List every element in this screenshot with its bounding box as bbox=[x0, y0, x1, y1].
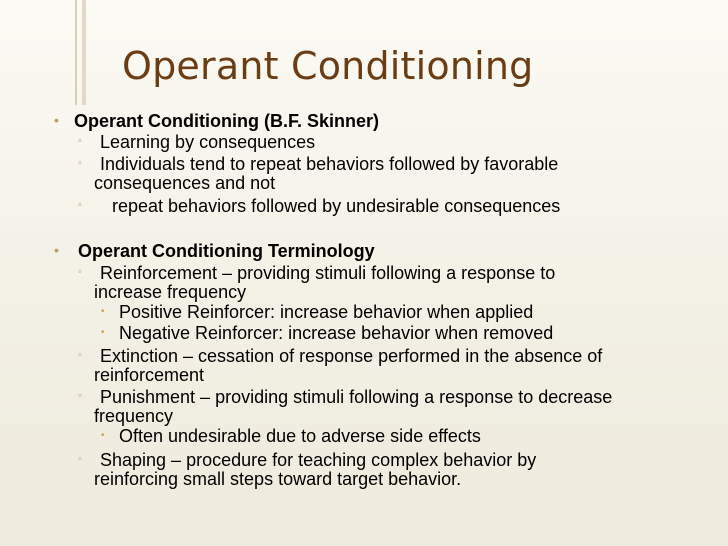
bullet-icon: ◦ bbox=[78, 349, 82, 361]
list-item: Extinction – cessation of response performed in the absence of bbox=[100, 346, 603, 366]
list-item: consequences and not bbox=[94, 173, 276, 193]
list-item: Learning by consequences bbox=[100, 132, 316, 152]
list-item: repeat behaviors followed by undesirable consequences bbox=[112, 196, 561, 216]
list-item: reinforcement bbox=[94, 365, 205, 385]
bullet-icon: ◦ bbox=[78, 135, 82, 147]
list-item: reinforcing small steps toward target behavior. bbox=[94, 469, 462, 489]
section-heading: Operant Conditioning (B.F. Skinner) bbox=[74, 111, 379, 131]
bullet-icon: ◦ bbox=[78, 266, 82, 278]
bullet-icon: • bbox=[54, 112, 59, 128]
bullet-icon: • bbox=[101, 430, 105, 441]
section-heading: Operant Conditioning Terminology bbox=[78, 241, 375, 261]
list-item: Often undesirable due to adverse side effects bbox=[119, 426, 481, 446]
list-item: Punishment – providing stimuli following a response to decrease bbox=[100, 387, 613, 407]
list-item: Shaping – procedure for teaching complex behavior by bbox=[100, 450, 537, 470]
list-item: frequency bbox=[94, 406, 174, 426]
list-item: Negative Reinforcer: increase behavior when removed bbox=[119, 323, 554, 343]
bullet-icon: • bbox=[101, 306, 105, 317]
bullet-icon: ◦ bbox=[78, 199, 82, 211]
bullet-icon: ◦ bbox=[78, 453, 82, 465]
slide-title: Operant Conditioning bbox=[122, 44, 534, 88]
list-item: Reinforcement – providing stimuli following a response to bbox=[100, 263, 556, 283]
list-item: Individuals tend to repeat behaviors followed by favorable bbox=[100, 154, 559, 174]
list-item: Positive Reinforcer: increase behavior when applied bbox=[119, 302, 534, 322]
bullet-icon: ◦ bbox=[78, 157, 82, 169]
bullet-icon: • bbox=[101, 327, 105, 338]
list-item: increase frequency bbox=[94, 282, 247, 302]
bullet-icon: • bbox=[54, 242, 59, 258]
bullet-icon: ◦ bbox=[78, 390, 82, 402]
